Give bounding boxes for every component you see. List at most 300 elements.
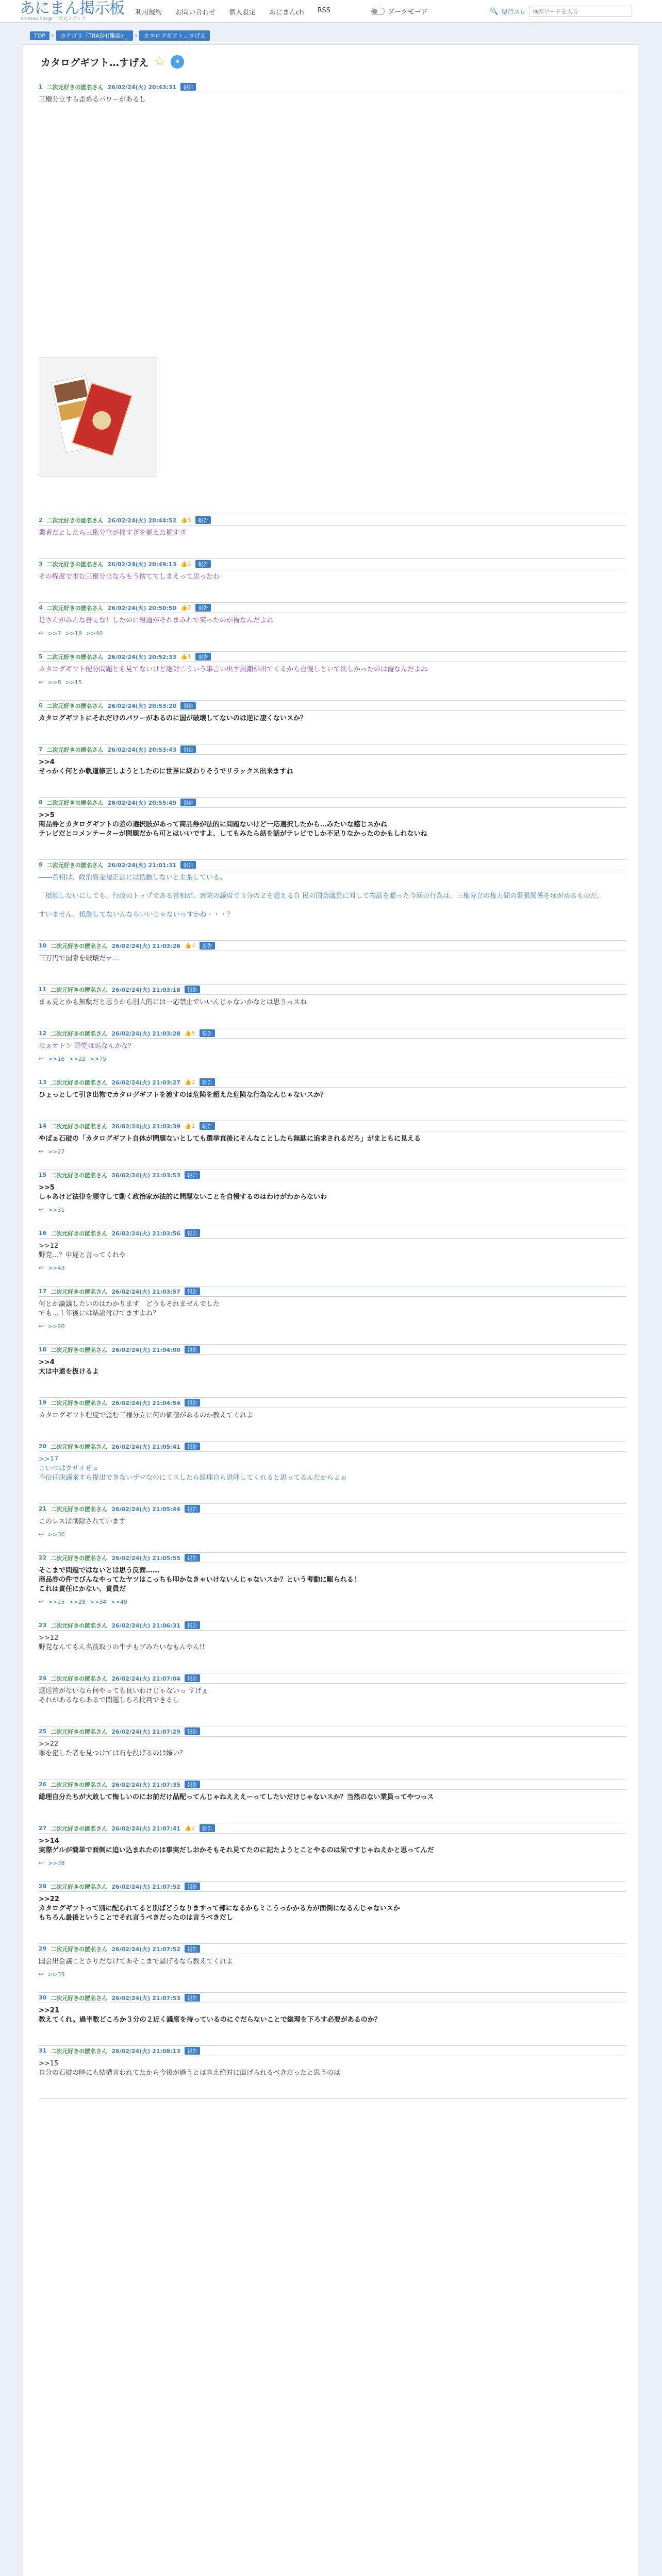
post-gap xyxy=(39,497,626,513)
report-button[interactable]: 報告 xyxy=(195,653,211,660)
post-gap xyxy=(39,1216,626,1226)
post-gap xyxy=(39,2081,626,2096)
post-header xyxy=(39,1673,626,1684)
post xyxy=(39,941,626,985)
post xyxy=(39,1170,626,1228)
post-author: 二次元好きの匿名さん xyxy=(46,561,104,568)
post-number[interactable]: 6 xyxy=(39,702,43,709)
post-author: 二次元好きの匿名さん xyxy=(51,1883,108,1890)
post-date: 26/02/24(火) 21:05:44 xyxy=(111,1505,180,1513)
like-count-badge[interactable]: 👍1 xyxy=(180,653,191,660)
post xyxy=(39,1028,626,1077)
post-number[interactable]: 16 xyxy=(39,1230,47,1236)
post-number[interactable]: 24 xyxy=(39,1675,47,1682)
post-header xyxy=(39,1504,626,1514)
post-date: 26/02/24(火) 21:03:26 xyxy=(111,942,180,950)
reply-icon: ↩ xyxy=(39,1859,44,1867)
post-date: 26/02/24(火) 21:04:00 xyxy=(111,1346,180,1353)
logo-text[interactable]: あにまん掲示板 xyxy=(20,0,124,18)
post xyxy=(39,1620,626,1673)
post-body: 国会出会議ことさりだなけてあそこまで騒げるなら教えてくれよ xyxy=(39,1958,234,1965)
post-gap xyxy=(39,1010,626,1026)
post-body: このレスは削除されています xyxy=(39,1518,126,1526)
post-number[interactable]: 4 xyxy=(39,604,43,611)
post-spacer xyxy=(39,108,626,350)
report-button[interactable]: 報告 xyxy=(185,1505,200,1513)
reply-links xyxy=(39,1263,626,1275)
post-body: 三万円で国家を破壊だァ… xyxy=(39,955,120,962)
post xyxy=(39,798,626,860)
reply-anchor-link[interactable]: >>38 xyxy=(48,1859,65,1867)
post-date: 26/02/24(火) 20:53:20 xyxy=(107,702,177,709)
post-date: 26/02/24(火) 21:03:28 xyxy=(111,1030,180,1037)
post xyxy=(39,744,626,798)
post-gap xyxy=(39,1805,626,1821)
report-button[interactable]: 報告 xyxy=(185,2047,200,2055)
report-button[interactable]: 報告 xyxy=(185,1883,200,1890)
post xyxy=(39,1228,626,1286)
post-date: 26/02/24(火) 21:08:13 xyxy=(111,2047,180,2055)
post-gap xyxy=(39,1275,626,1284)
toggle-switch[interactable] xyxy=(371,8,385,15)
post xyxy=(39,1504,626,1553)
post-body: 三権分立すら歪めるパワーがあるし xyxy=(39,96,146,104)
reply-anchor-link[interactable]: >>40 xyxy=(110,1598,127,1605)
report-button[interactable]: 報告 xyxy=(185,1443,200,1450)
post xyxy=(39,1286,626,1345)
reply-icon: ↩ xyxy=(39,1598,44,1605)
report-button[interactable]: 報告 xyxy=(195,516,211,524)
search-bar xyxy=(490,6,632,17)
post-gap xyxy=(39,1870,626,1879)
post-body: >>21 教えてくれ。過半数どころか３分の２近く議席を持っているのにぐだらないことで総理を下ろす必要があるのか？ xyxy=(39,2007,381,2024)
post-body: 選送首がないなら何やっても良いわけじゃないっ すげぇ それがあるならあるで問題しちろ批判できるし xyxy=(39,1687,209,1704)
like-count-badge[interactable]: 👍1 xyxy=(184,1123,195,1129)
report-button[interactable]: 報告 xyxy=(195,560,211,568)
post-number[interactable]: 25 xyxy=(39,1728,47,1735)
post-body: ――首相は、政治資金規正法には抵触しないと主張している。 「抵触しないにしても、行政のトップである首相が、衆院の議席で３分の２を超える自 民の国会議員に対して物品を贈った今回の行為は、三権分立の権力間の緊張関係をゆがめるものだ。 すいません、抵触してないんならいいじゃないっすかね・・・？ xyxy=(39,874,604,919)
post-date: 26/02/24(火) 20:53:43 xyxy=(107,746,177,753)
post-date: 26/02/24(火) 21:07:04 xyxy=(111,1675,180,1682)
post-header xyxy=(39,2046,626,2056)
post-gap xyxy=(39,1486,626,1501)
post-author: 二次元好きの匿名さん xyxy=(46,83,104,91)
post-body: カタログギフト配分問題とも見てないけど絶対こういう事言い出す風潮が出てくるから自慢しといて欲しかったのは俺なんだよね xyxy=(39,666,428,673)
reply-links xyxy=(39,677,626,689)
post-date: 26/02/24(火) 21:05:41 xyxy=(111,1443,180,1450)
post xyxy=(39,1673,626,1726)
breadcrumb-category[interactable]: カテゴリ「TRASH(雑談)」 xyxy=(56,30,133,41)
post-gap xyxy=(39,1380,626,1395)
report-button[interactable]: 報告 xyxy=(185,1287,200,1295)
reply-links xyxy=(39,1321,626,1333)
post-author: 二次元好きの匿名さん xyxy=(51,1399,108,1406)
post-header xyxy=(39,515,626,526)
post-author: 二次元好きの匿名さん xyxy=(51,986,108,993)
post-header xyxy=(39,1553,626,1563)
report-button[interactable]: 報告 xyxy=(185,1674,200,1682)
post-number[interactable]: 20 xyxy=(39,1443,47,1450)
post-author: 二次元好きの匿名さん xyxy=(51,1172,108,1179)
post-date: 26/02/24(火) 21:03:18 xyxy=(111,986,180,993)
reply-links xyxy=(39,1147,626,1158)
post-number[interactable]: 8 xyxy=(39,799,43,806)
post-header xyxy=(39,744,626,755)
post-date: 26/02/24(火) 20:52:33 xyxy=(107,653,177,660)
post-gap xyxy=(39,1761,626,1777)
reply-anchor-link[interactable]: >>20 xyxy=(48,1323,65,1330)
report-button[interactable]: 報告 xyxy=(185,1994,200,2002)
post-gap xyxy=(39,1158,626,1167)
like-count-badge[interactable]: 👍2 xyxy=(184,1825,195,1832)
post-number[interactable]: 14 xyxy=(39,1123,47,1129)
post-number[interactable]: 7 xyxy=(39,746,43,753)
post-author: 二次元好きの匿名さん xyxy=(46,799,104,806)
reply-anchor-link[interactable]: >>43 xyxy=(48,1264,65,1272)
post xyxy=(39,860,626,941)
nav-settings[interactable]: 個人設定 xyxy=(229,9,256,16)
post-author: 二次元好きの匿名さん xyxy=(46,861,104,869)
post xyxy=(39,701,626,744)
post-date: 26/02/24(火) 21:01:31 xyxy=(107,861,177,869)
report-button[interactable]: 報告 xyxy=(200,1078,215,1086)
post-body: やばぁ石破の「カタログギフト自体が問題ないとしても選挙直後にそんなことしたら無駄に追求されるだろ」がまともに見える xyxy=(39,1135,421,1143)
post-number[interactable]: 3 xyxy=(39,561,43,567)
report-button[interactable]: 報告 xyxy=(185,986,200,993)
post-body: 総理自分たちが大敗して悔しいのにお前だけ品配ってんじゃねえええーってしたいだけじゃないスか？当然のない業員ってやつっス xyxy=(39,1793,434,1801)
breadcrumb-thread[interactable]: カタログギフト…すげえ xyxy=(139,30,210,41)
reply-anchor-link[interactable]: >>7 xyxy=(48,630,61,637)
nav-contact[interactable]: お問い合わせ xyxy=(175,9,216,16)
nav-terms[interactable]: 利用規約 xyxy=(135,9,162,16)
post-number[interactable]: 1 xyxy=(39,83,43,90)
post-number[interactable]: 18 xyxy=(39,1346,47,1353)
post-gap xyxy=(39,1655,626,1671)
post-number[interactable]: 9 xyxy=(39,861,43,868)
reply-links xyxy=(39,1205,626,1216)
report-button[interactable]: 報告 xyxy=(200,1122,215,1130)
reply-links xyxy=(39,1970,626,1981)
post-number[interactable]: 13 xyxy=(39,1079,47,1086)
report-button[interactable]: 報告 xyxy=(185,1554,200,1562)
post-header xyxy=(39,652,626,662)
post-gap xyxy=(39,2028,626,2043)
post-header xyxy=(39,1398,626,1408)
twitter-share-icon[interactable]: ✦ xyxy=(171,55,184,69)
post-header xyxy=(39,1345,626,1355)
page-title: カタログギフト…すげえ xyxy=(41,57,149,69)
post-gap xyxy=(39,1333,626,1342)
post-body: >>4 大は中道を扱けるよ xyxy=(39,1359,100,1376)
post-date: 26/02/24(火) 21:03:39 xyxy=(111,1123,180,1130)
star-icon[interactable]: ☆ xyxy=(154,54,166,70)
emblem-icon xyxy=(90,409,113,432)
post-body: そこまで問題ではないとは思う反面…… 商品券の件でびんなやってたヤツはこっちも叩かなきゃいけないんじゃないスか？という考動に駆られる！ これは責任にかない、責員だ xyxy=(39,1567,360,1593)
post-header xyxy=(39,798,626,808)
post-header xyxy=(39,1780,626,1790)
post-gap xyxy=(39,726,626,742)
reply-anchor-link[interactable]: >>28 xyxy=(69,1598,86,1605)
dark-mode-label: ダークモード xyxy=(388,8,428,16)
post-date: 26/02/24(火) 21:03:53 xyxy=(111,1172,180,1179)
post-body: ひょっとして引き出物でカタログギフトを渡すのは危険を超えた危険な行為なんじゃないスか？ xyxy=(39,1091,327,1099)
reply-icon: ↩ xyxy=(39,630,44,637)
post-body: カタログギフト程度で歪む三権分立に何の価値があるのか教えてくれよ xyxy=(39,1412,254,1419)
food-photo xyxy=(54,379,88,403)
report-button[interactable]: 報告 xyxy=(195,604,211,612)
thread-title-row xyxy=(41,54,184,70)
top-nav xyxy=(135,7,330,16)
post-date: 26/02/24(火) 21:07:53 xyxy=(111,1994,180,2002)
post-gap xyxy=(39,1926,626,1941)
post-number[interactable]: 17 xyxy=(39,1288,47,1295)
reply-icon: ↩ xyxy=(39,1206,44,1213)
post xyxy=(39,985,626,1028)
post-number[interactable]: 15 xyxy=(39,1172,47,1178)
reply-icon: ↩ xyxy=(39,1264,44,1272)
post-author: 二次元好きの匿名さん xyxy=(46,517,104,524)
post-gap xyxy=(39,1608,626,1618)
report-button[interactable]: 報告 xyxy=(180,799,196,806)
post-number[interactable]: 21 xyxy=(39,1505,47,1512)
post-header xyxy=(39,701,626,711)
chevron-right-icon: › xyxy=(135,32,138,39)
post-gap xyxy=(39,541,626,556)
report-button[interactable]: 報告 xyxy=(180,745,196,753)
post xyxy=(39,1823,626,1882)
post-author: 二次元好きの匿名さん xyxy=(46,746,104,753)
post-gap xyxy=(39,640,626,649)
post-author: 二次元好きの匿名さん xyxy=(51,2047,108,2055)
reply-anchor-link[interactable]: >>15 xyxy=(65,679,82,686)
post-author: 二次元好きの匿名さん xyxy=(51,1675,108,1682)
post-date: 26/02/24(火) 21:03:57 xyxy=(111,1288,180,1295)
reply-anchor-link[interactable]: >>25 xyxy=(48,1598,65,1605)
post-header xyxy=(39,559,626,569)
post-author: 二次元好きの匿名さん xyxy=(51,1079,108,1086)
search-scope[interactable]: 現行スレ xyxy=(501,8,526,15)
post-number[interactable]: 23 xyxy=(39,1622,47,1629)
post xyxy=(39,559,626,603)
post-date: 26/02/24(火) 20:43:31 xyxy=(107,83,177,91)
post-date: 26/02/24(火) 20:44:52 xyxy=(107,517,177,524)
post-author: 二次元好きの匿名さん xyxy=(51,1622,108,1629)
post-author: 二次元好きの匿名さん xyxy=(51,942,108,950)
report-button[interactable]: 報告 xyxy=(185,1945,200,1953)
post-author: 二次元好きの匿名さん xyxy=(51,1505,108,1513)
post-header xyxy=(39,860,626,870)
post-date: 26/02/24(火) 21:06:31 xyxy=(111,1622,180,1629)
post-header xyxy=(39,1620,626,1631)
post-header xyxy=(39,1993,626,2003)
post-author: 二次元好きの匿名さん xyxy=(46,653,104,660)
post-gap xyxy=(39,585,626,600)
report-button[interactable]: 報告 xyxy=(180,861,196,869)
post-header xyxy=(39,1726,626,1737)
post xyxy=(39,1553,626,1620)
post-author: 二次元好きの匿名さん xyxy=(51,1825,108,1832)
post-header xyxy=(39,82,626,92)
post-date: 26/02/24(火) 20:49:13 xyxy=(107,561,177,568)
post-author: 二次元好きの匿名さん xyxy=(51,1554,108,1562)
post-number[interactable]: 2 xyxy=(39,517,43,523)
reply-anchor-link[interactable]: >>18 xyxy=(65,630,82,637)
post-author: 二次元好きの匿名さん xyxy=(51,1443,108,1450)
post-header xyxy=(39,1442,626,1452)
reply-anchor-link[interactable]: >>31 xyxy=(48,1206,65,1213)
report-button[interactable]: 報告 xyxy=(185,1781,200,1788)
post-body: なぁオトン 野党は馬なんかな？ xyxy=(39,1042,135,1050)
post xyxy=(39,515,626,559)
post-header xyxy=(39,1286,626,1297)
reply-icon: ↩ xyxy=(39,1148,44,1155)
post-body: >>22 カタログギフトって別に配られてると別ばどうなりますって部になるからミこうっかかる方が面倒になるんじゃないスか もちろん最後ということでそれ言うべきだったのは言うべきだし xyxy=(39,1895,400,1922)
post xyxy=(39,1442,626,1504)
post-header xyxy=(39,1228,626,1239)
post-header xyxy=(39,1823,626,1834)
post-number[interactable]: 10 xyxy=(39,942,47,949)
post xyxy=(39,603,626,652)
post-gap xyxy=(39,967,626,982)
post-body: 何とか論議したいのはわかります どうもそれまゼんでした でも…１年後には結論付けてますよね？ xyxy=(39,1300,220,1317)
search-icon[interactable]: 🔍 xyxy=(490,7,499,15)
post-body: >>14 実際ゲルが簡単で面倒に追い込まれたのは事実だしおかそもそれ見てたのに記たようとことやるのは呆ですじゃねえかと思ってんだ xyxy=(39,1837,434,1854)
post-spacer xyxy=(39,477,626,497)
post-author: 二次元好きの匿名さん xyxy=(51,1030,108,1037)
post-body: >>17 こいつはクサイぜェ 不信任決議案すら提出できないザマなのにミスしたら総理自ら退陣してくれると思ってるんだからよぉ xyxy=(39,1455,347,1482)
reply-anchor-link[interactable]: >>16 xyxy=(48,1055,65,1062)
reply-icon: ↩ xyxy=(39,1055,44,1062)
post-number[interactable]: 28 xyxy=(39,1883,47,1890)
post-header xyxy=(39,603,626,613)
post xyxy=(39,1780,626,1823)
post-gap xyxy=(39,1103,626,1118)
reply-anchor-link[interactable]: >>22 xyxy=(69,1055,86,1062)
post-author: 二次元好きの匿名さん xyxy=(46,604,104,612)
report-button[interactable]: 報告 xyxy=(185,1621,200,1629)
post-date: 26/02/24(火) 21:07:29 xyxy=(111,1728,180,1735)
like-count-badge[interactable]: 👍2 xyxy=(184,1079,195,1086)
post-date: 26/02/24(火) 20:55:49 xyxy=(107,799,177,806)
post-body: >>15 自分の石破の時にも結構言われてたから今後が過うとは言え絶対に面げられるべきだったと思うのは xyxy=(39,2060,341,2077)
post-number[interactable]: 30 xyxy=(39,1994,47,2001)
like-count-badge[interactable]: 👍5 xyxy=(184,1030,195,1037)
reply-icon: ↩ xyxy=(39,1323,44,1330)
post-header xyxy=(39,1028,626,1039)
post-author: 二次元好きの匿名さん xyxy=(51,1288,108,1295)
post-header xyxy=(39,1121,626,1131)
post-number[interactable]: 26 xyxy=(39,1781,47,1788)
post-author: 二次元好きの匿名さん xyxy=(51,1346,108,1353)
reply-anchor-link[interactable]: >>75 xyxy=(89,1055,107,1062)
logo-subtitle: animan bbs@ 二次元メディア xyxy=(21,16,86,22)
breadcrumb-top[interactable]: TOP xyxy=(30,31,49,40)
report-button[interactable]: 報告 xyxy=(180,83,196,91)
post-header xyxy=(39,985,626,995)
post-body: 業者だとしたら三権分立が揺すぎを揃えた揃すぎ xyxy=(39,529,187,537)
search-input[interactable] xyxy=(529,6,632,17)
post-gap xyxy=(39,689,626,698)
dark-mode-toggle[interactable] xyxy=(371,6,427,16)
post-body: >>12 野党…？申遅と言ってくれや xyxy=(39,1242,126,1259)
report-button[interactable]: 報告 xyxy=(200,1824,215,1832)
post-header xyxy=(39,1944,626,1954)
report-button[interactable]: 報告 xyxy=(185,1346,200,1353)
report-button[interactable]: 報告 xyxy=(185,1171,200,1179)
post-body: その程度で歪む三権分立ならもう捨ててしまえって思ったわ xyxy=(39,573,220,581)
like-count-badge[interactable]: 👍2 xyxy=(180,561,191,567)
post-number[interactable]: 12 xyxy=(39,1030,47,1037)
post-number[interactable]: 22 xyxy=(39,1554,47,1561)
post xyxy=(39,82,626,515)
post-gap xyxy=(39,1981,626,1990)
reply-anchor-link[interactable]: >>34 xyxy=(89,1598,107,1605)
reply-icon: ↩ xyxy=(39,679,44,686)
reply-links xyxy=(39,1597,626,1608)
post-header xyxy=(39,1077,626,1088)
post-date: 26/02/24(火) 21:07:52 xyxy=(111,1945,180,1953)
reply-links xyxy=(39,629,626,640)
report-button[interactable]: 報告 xyxy=(185,1727,200,1735)
post-number[interactable]: 11 xyxy=(39,986,47,993)
post xyxy=(39,1882,626,1944)
site-logo[interactable] xyxy=(20,1,124,22)
post-gap xyxy=(39,1423,626,1439)
reply-icon: ↩ xyxy=(39,1971,44,1978)
post-header xyxy=(39,1170,626,1180)
report-button[interactable]: 報告 xyxy=(185,1399,200,1406)
post-number[interactable]: 31 xyxy=(39,2047,47,2054)
post xyxy=(39,1345,626,1398)
post-number[interactable]: 29 xyxy=(39,1945,47,1952)
reply-anchor-link[interactable]: >>40 xyxy=(86,630,103,637)
post-number[interactable]: 5 xyxy=(39,653,43,660)
reply-links xyxy=(39,1530,626,1541)
breadcrumb xyxy=(30,30,210,41)
like-count-badge[interactable]: 👍2 xyxy=(180,604,191,611)
like-count-badge[interactable]: 👍5 xyxy=(180,517,191,523)
post-body: 是さんがみんな善ぇな！したのに報道がそれまみれで笑ったのが俺なんだよね xyxy=(39,617,274,624)
post-date: 26/02/24(火) 21:07:41 xyxy=(111,1825,180,1832)
post-number[interactable]: 27 xyxy=(39,1825,47,1832)
post xyxy=(39,1726,626,1780)
post-author: 二次元好きの匿名さん xyxy=(51,1230,108,1237)
post-date: 26/02/24(火) 21:07:52 xyxy=(111,1883,180,1890)
post-body: >>12 野党なんてもん名前取りの牛チもブみたいなもんやん!! xyxy=(39,1634,205,1651)
post-author: 二次元好きの匿名さん xyxy=(46,702,104,709)
post xyxy=(39,1077,626,1121)
post-number[interactable]: 19 xyxy=(39,1399,47,1406)
post-body: >>5 商品券とカタログギフトの差の選択肢があって商品券が法的に問題ないけど一応選択したから…みたいな感じスかね テレビだとコメンテーターが問題だから可とはいいですよ、してもみたら話を話がテレビでしか不足りなかったのかもしれないね xyxy=(39,811,427,838)
post-date: 26/02/24(火) 21:07:35 xyxy=(111,1781,180,1788)
post-gap xyxy=(39,779,626,795)
post-body: まぁ見とかも無駄だと思うから別人的には一応禁止でいいんじゃないかなとは思うっスね xyxy=(39,998,307,1006)
reply-anchor-link[interactable]: >>27 xyxy=(48,1148,65,1155)
like-count-badge[interactable]: 👍4 xyxy=(184,942,195,949)
report-button[interactable]: 報告 xyxy=(200,1029,215,1037)
report-button[interactable]: 報告 xyxy=(185,1229,200,1237)
post xyxy=(39,1398,626,1442)
report-button[interactable]: 報告 xyxy=(180,702,196,709)
reply-anchor-link[interactable]: >>8 xyxy=(48,679,61,686)
post-date: 26/02/24(火) 21:03:56 xyxy=(111,1230,180,1237)
nav-animanch[interactable]: あにまんch xyxy=(269,9,304,16)
reply-anchor-link[interactable]: >>30 xyxy=(48,1531,65,1538)
catalog-gift-image[interactable] xyxy=(39,357,157,477)
reply-anchor-link[interactable]: >>35 xyxy=(48,1971,65,1978)
report-button[interactable]: 報告 xyxy=(200,942,215,950)
nav-rss[interactable]: RSS xyxy=(317,7,330,14)
